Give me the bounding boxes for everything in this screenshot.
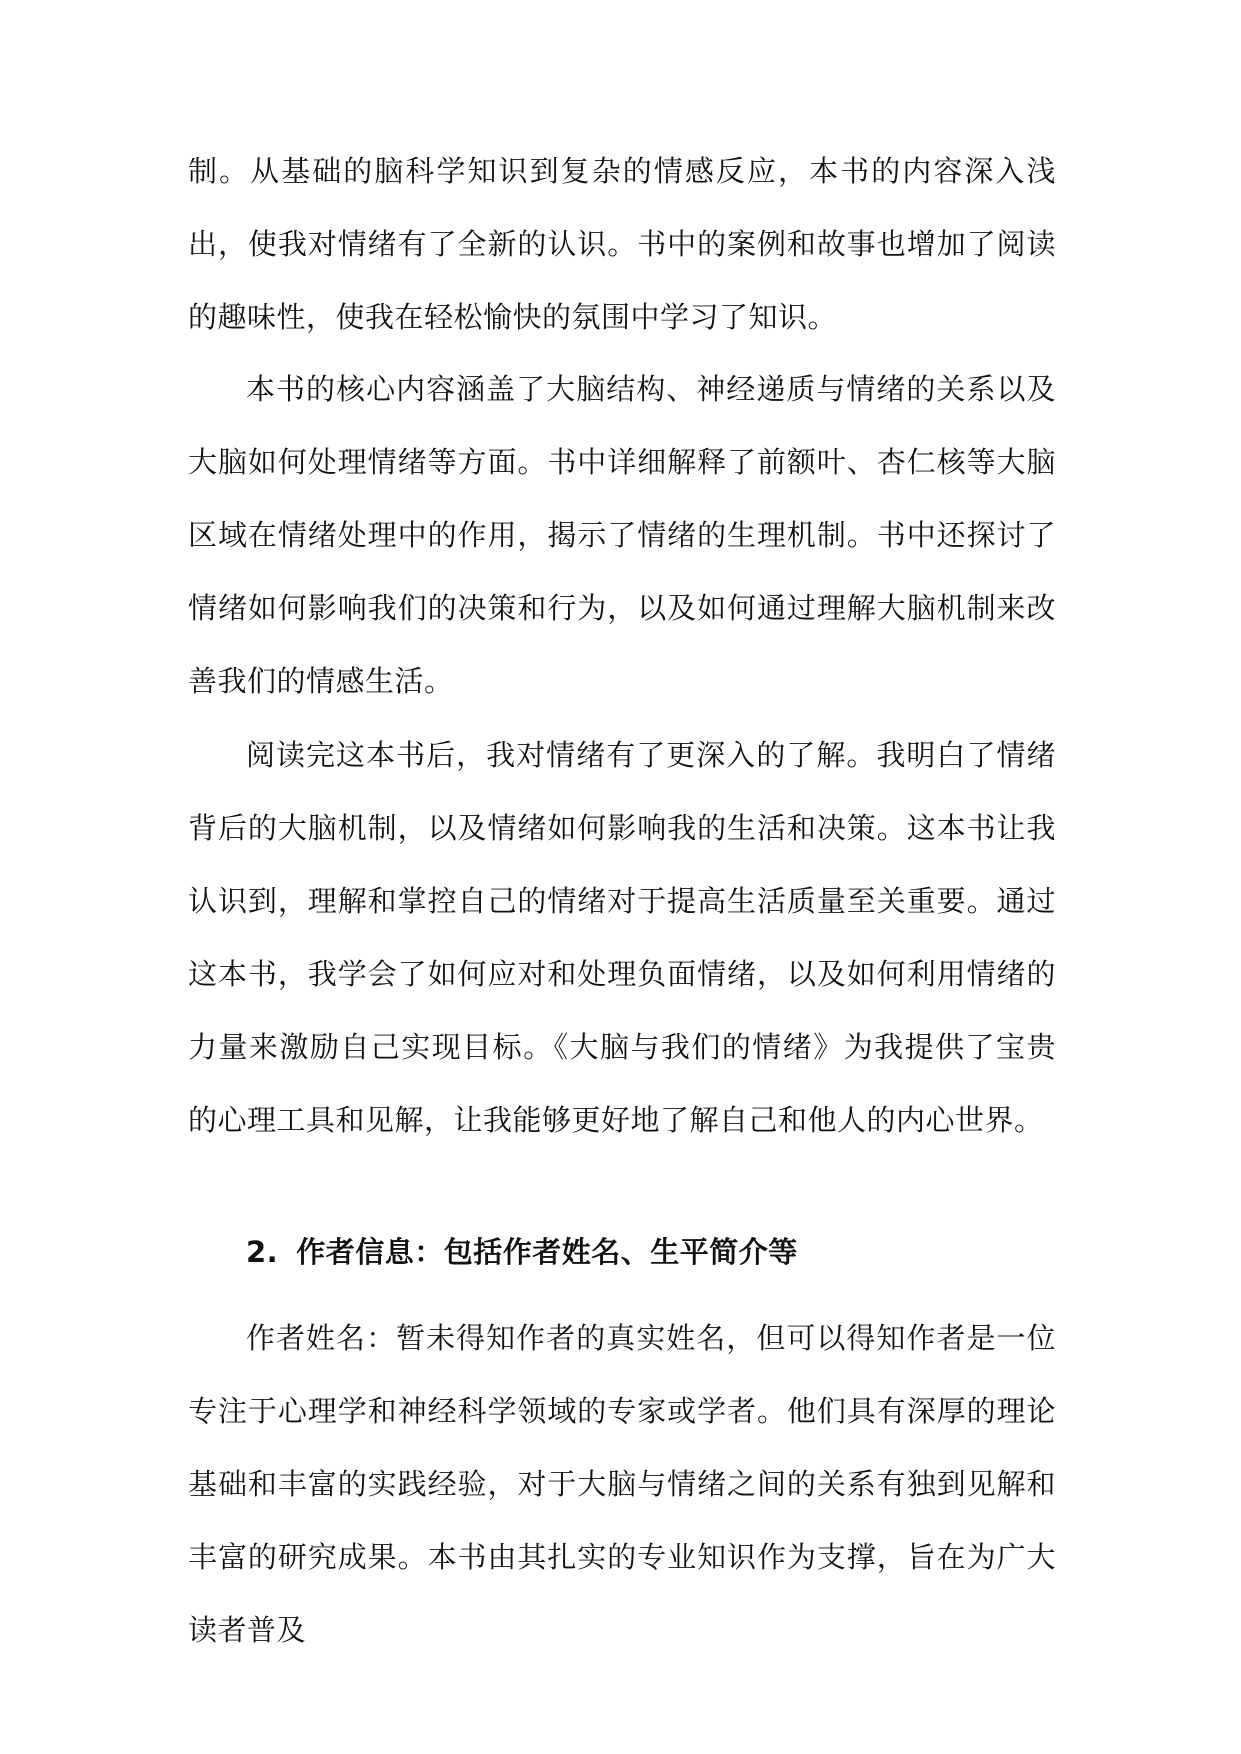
body-paragraph-2: 本书的核心内容涵盖了大脑结构、神经递质与情绪的关系以及大脑如何处理情绪等方面。书中详细解释了前额叶、杏仁核等大脑区域在情绪处理中的作用，揭示了情绪的生理机制。书中还探讨了情绪如何影响我们的决策和行为，以及如何通过理解大脑机制来改善我们的情感生活。 — [188, 372, 1056, 698]
body-paragraph-3: 阅读完这本书后，我对情绪有了更深入的了解。我明白了情绪背后的大脑机制，以及情绪如何影响我的生活和决策。这本书让我认识到，理解和掌控自己的情绪对于提高生活质量至关重要。通过这本书，我学会了如何应对和处理负面情绪，以及如何利用情绪的力量来激励自己实现目标。《大脑与我们的情绪》为我提供了宝贵的心理工具和见解，让我能够更好地了解自己和他人的内心世界。 — [188, 738, 1056, 1137]
section-number: 2. — [246, 1235, 279, 1269]
body-paragraph-4: 作者姓名：暂未得知作者的真实姓名，但可以得知作者是一位专注于心理学和神经科学领域的专家或学者。他们具有深厚的理论基础和丰富的实践经验，对于大脑与情绪之间的关系有独到见解和丰富的研究成果。本书由其扎实的专业知识作为支撑，旨在为广大读者普及 — [188, 1321, 1056, 1647]
body-paragraph-1: 制。从基础的脑科学知识到复杂的情感反应，本书的内容深入浅出，使我对情绪有了全新的认识。书中的案例和故事也增加了阅读的趣味性，使我在轻松愉快的氛围中学习了知识。 — [188, 154, 1056, 334]
section-title: 作者信息：包括作者姓名、生平简介等 — [296, 1235, 798, 1269]
section-heading — [246, 1216, 798, 1289]
